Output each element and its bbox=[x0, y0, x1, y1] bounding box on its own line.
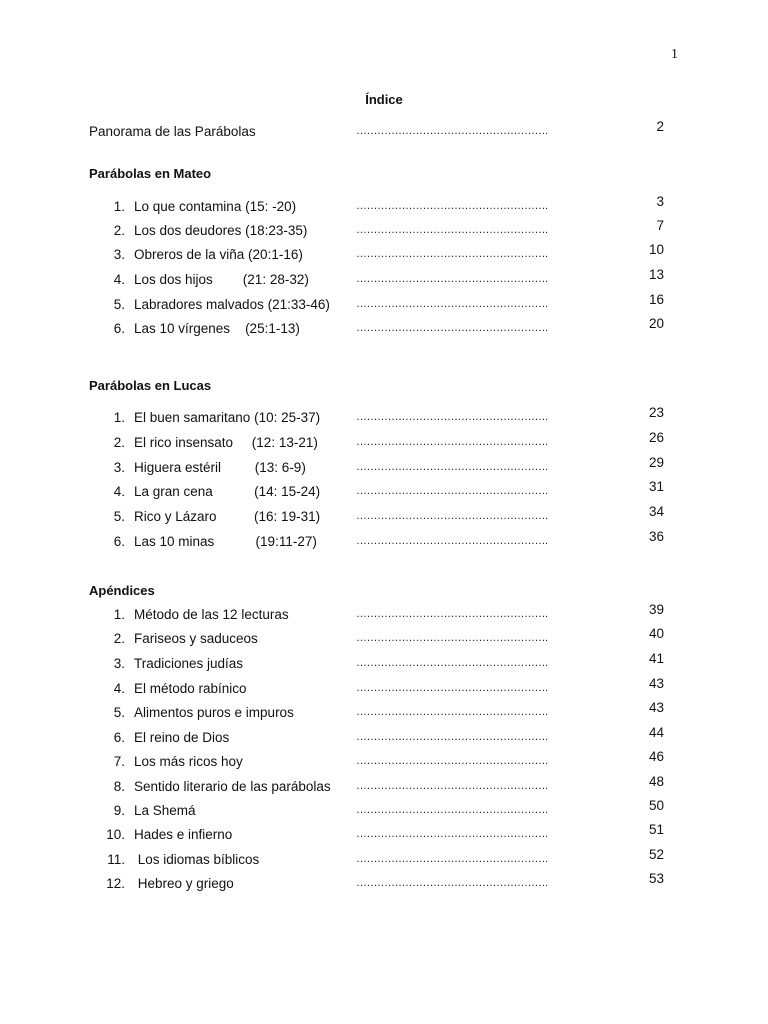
entry-number: 6. bbox=[113, 534, 125, 549]
entry-label: Labradores malvados (21:33-46) bbox=[134, 297, 330, 312]
dot-leader: ………………………………………………. bbox=[356, 706, 548, 718]
entry-number: 12. bbox=[106, 876, 125, 891]
entry-number: 3. bbox=[113, 460, 125, 475]
toc-entry bbox=[0, 218, 768, 243]
entry-label: La Shemá bbox=[134, 803, 196, 818]
entry-number: 4. bbox=[113, 272, 125, 287]
dot-leader: ………………………………………………. bbox=[356, 608, 548, 620]
dot-leader: ………………………………………………. bbox=[356, 731, 548, 743]
dot-leader: ………………………………………………. bbox=[356, 853, 548, 865]
toc-entry bbox=[0, 676, 768, 701]
entry-number: 2. bbox=[113, 631, 125, 646]
dot-leader: ………………………………………………. bbox=[356, 804, 548, 816]
entry-label: Fariseos y saduceos bbox=[134, 631, 258, 646]
dot-leader: ………………………………………………. bbox=[356, 224, 548, 236]
entry-number: 6. bbox=[113, 730, 125, 745]
entry-page: 7 bbox=[656, 218, 664, 233]
dot-leader: ………………………………………………. bbox=[356, 510, 548, 522]
entry-page: 50 bbox=[648, 798, 664, 813]
entry-page: 3 bbox=[656, 194, 664, 209]
toc-overview-entry bbox=[0, 119, 768, 144]
entry-label: El buen samaritano (10: 25-37) bbox=[134, 410, 321, 425]
toc-entry bbox=[0, 798, 768, 823]
section-heading: Parábolas en Lucas bbox=[89, 378, 212, 393]
entry-page: 26 bbox=[648, 430, 664, 445]
entry-number: 3. bbox=[113, 247, 125, 262]
entry-label: Hades e infierno bbox=[134, 827, 233, 842]
toc-entry bbox=[0, 292, 768, 317]
toc-entry bbox=[0, 651, 768, 676]
dot-leader: ………………………………………………. bbox=[356, 535, 548, 547]
entry-number: 2. bbox=[113, 223, 125, 238]
entry-number: 7. bbox=[113, 754, 125, 769]
entry-number: 4. bbox=[113, 681, 125, 696]
entry-page: 51 bbox=[648, 822, 664, 837]
entry-label: Alimentos puros e impuros bbox=[134, 705, 294, 720]
entry-number: 10. bbox=[106, 827, 125, 842]
entry-label: El rico insensato (12: 13-21) bbox=[134, 435, 318, 450]
toc-title: Índice bbox=[365, 92, 403, 107]
entry-page: 34 bbox=[648, 504, 664, 519]
dot-leader: ………………………………………………. bbox=[356, 248, 548, 260]
toc-entry bbox=[0, 774, 768, 799]
entry-page: 44 bbox=[648, 725, 664, 740]
entry-page: 29 bbox=[648, 455, 664, 470]
entry-page: 43 bbox=[648, 700, 664, 715]
toc-entry bbox=[0, 700, 768, 725]
entry-label: El reino de Dios bbox=[134, 730, 230, 745]
entry-page: 52 bbox=[648, 847, 664, 862]
page-number: 1 bbox=[671, 47, 678, 62]
dot-leader: ………………………………………………. bbox=[356, 322, 548, 334]
entry-label: Rico y Lázaro (16: 19-31) bbox=[134, 509, 321, 524]
dot-leader: ………………………………………………. bbox=[356, 200, 548, 212]
entry-page: 41 bbox=[648, 651, 664, 666]
entry-page: 46 bbox=[648, 749, 664, 764]
entry-label: Los idiomas bíblicos bbox=[134, 852, 260, 867]
entry-label: La gran cena (14: 15-24) bbox=[134, 484, 321, 499]
entry-number: 8. bbox=[113, 779, 125, 794]
entry-page: 31 bbox=[648, 479, 664, 494]
entry-page: 2 bbox=[656, 119, 664, 134]
dot-leader: ………………………………………………. bbox=[356, 755, 548, 767]
entry-page: 43 bbox=[648, 676, 664, 691]
entry-page: 16 bbox=[648, 292, 664, 307]
entry-label: Hebreo y griego bbox=[134, 876, 234, 891]
section-heading: Apéndices bbox=[89, 583, 155, 598]
entry-number: 3. bbox=[113, 656, 125, 671]
entry-label: Lo que contamina (15: -20) bbox=[134, 199, 297, 214]
toc-entry bbox=[0, 455, 768, 480]
toc-entry bbox=[0, 267, 768, 292]
toc-entry bbox=[0, 822, 768, 847]
dot-leader: ………………………………………………. bbox=[356, 298, 548, 310]
entry-label: Las 10 minas (19:11-27) bbox=[134, 534, 317, 549]
entry-number: 6. bbox=[113, 321, 125, 336]
toc-entry bbox=[0, 847, 768, 872]
entry-number: 1. bbox=[113, 607, 125, 622]
dot-leader: ………………………………………………. bbox=[356, 125, 548, 137]
entry-label: Método de las 12 lecturas bbox=[134, 607, 289, 622]
dot-leader: ………………………………………………. bbox=[356, 682, 548, 694]
dot-leader: ………………………………………………. bbox=[356, 657, 548, 669]
toc-entry bbox=[0, 242, 768, 267]
entry-label: Higuera estéril (13: 6-9) bbox=[134, 460, 306, 475]
entry-label: El método rabínico bbox=[134, 681, 247, 696]
entry-label: Los más ricos hoy bbox=[134, 754, 243, 769]
entry-label: Panorama de las Parábolas bbox=[89, 124, 256, 139]
dot-leader: ………………………………………………. bbox=[356, 780, 548, 792]
toc-entry bbox=[0, 529, 768, 554]
toc-entry bbox=[0, 194, 768, 219]
dot-leader: ………………………………………………. bbox=[356, 485, 548, 497]
dot-leader: ………………………………………………. bbox=[356, 273, 548, 285]
entry-number: 2. bbox=[113, 435, 125, 450]
toc-entry bbox=[0, 626, 768, 651]
dot-leader: ………………………………………………. bbox=[356, 828, 548, 840]
entry-page: 40 bbox=[648, 626, 664, 641]
toc-entry bbox=[0, 749, 768, 774]
entry-page: 53 bbox=[648, 871, 664, 886]
toc-entry bbox=[0, 602, 768, 627]
entry-number: 4. bbox=[113, 484, 125, 499]
toc-entry bbox=[0, 871, 768, 896]
entry-label: Los dos deudores (18:23-35) bbox=[134, 223, 308, 238]
entry-number: 1. bbox=[113, 410, 125, 425]
toc-entry bbox=[0, 316, 768, 341]
entry-label: Tradiciones judías bbox=[134, 656, 244, 671]
dot-leader: ………………………………………………. bbox=[356, 461, 548, 473]
entry-page: 13 bbox=[648, 267, 664, 282]
entry-page: 23 bbox=[648, 405, 664, 420]
toc-entry bbox=[0, 725, 768, 750]
toc-entry bbox=[0, 430, 768, 455]
toc-entry bbox=[0, 504, 768, 529]
dot-leader: ………………………………………………. bbox=[356, 411, 548, 423]
entry-page: 20 bbox=[648, 316, 664, 331]
dot-leader: ………………………………………………. bbox=[356, 877, 548, 889]
entry-label: Sentido literario de las parábolas bbox=[134, 779, 331, 794]
entry-page: 48 bbox=[648, 774, 664, 789]
entry-page: 39 bbox=[648, 602, 664, 617]
entry-number: 5. bbox=[113, 297, 125, 312]
entry-number: 11. bbox=[107, 852, 125, 867]
entry-page: 10 bbox=[648, 242, 664, 257]
section-heading: Parábolas en Mateo bbox=[89, 166, 212, 181]
entry-number: 1. bbox=[113, 199, 125, 214]
entry-number: 5. bbox=[113, 705, 125, 720]
entry-label: Obreros de la viña (20:1-16) bbox=[134, 247, 303, 262]
entry-label: Los dos hijos (21: 28-32) bbox=[134, 272, 309, 287]
toc-entry bbox=[0, 479, 768, 504]
entry-page: 36 bbox=[648, 529, 664, 544]
dot-leader: ………………………………………………. bbox=[356, 632, 548, 644]
entry-label: Las 10 vírgenes (25:1-13) bbox=[134, 321, 300, 336]
toc-entry bbox=[0, 405, 768, 430]
dot-leader: ………………………………………………. bbox=[356, 436, 548, 448]
entry-number: 5. bbox=[113, 509, 125, 524]
entry-number: 9. bbox=[113, 803, 125, 818]
